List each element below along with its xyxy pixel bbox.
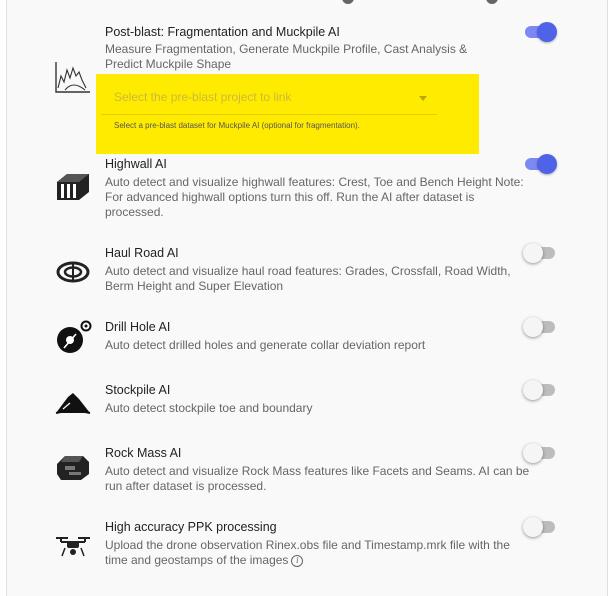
rock-mass-toggle[interactable] xyxy=(523,443,557,463)
highwall-icon xyxy=(53,168,93,208)
ppk-description xyxy=(105,538,525,568)
post-blast-toggle[interactable] xyxy=(523,22,557,42)
ppk-description-text: Upload the drone observation Rinex.obs file and Timestamp.mrk file with the time and geostamps of the images xyxy=(105,538,510,567)
highwall-toggle[interactable] xyxy=(523,154,557,174)
post-blast-title: Post-blast: Fragmentation and Muckpile AI xyxy=(105,25,340,39)
ppk-toggle[interactable] xyxy=(523,517,557,537)
pre-blast-select-placeholder: Select the pre-blast project to link xyxy=(114,90,292,104)
drone-icon xyxy=(53,524,93,564)
drill-hole-toggle[interactable] xyxy=(523,317,557,337)
rock-mass-description: Auto detect and visualize Rock Mass features like Facets and Seams. AI can be run after dataset is processed. xyxy=(105,464,530,493)
stockpile-toggle[interactable] xyxy=(523,380,557,400)
drill-hole-description: Auto detect drilled holes and generate collar deviation report xyxy=(105,338,426,352)
chevron-down-icon[interactable] xyxy=(419,96,427,101)
haul-road-description: Auto detect and visualize haul road features: Grades, Crossfall, Road Width, Berm Height and Super Elevation xyxy=(105,264,511,293)
pre-blast-select-hint: Select a pre-blast dataset for Muckpile AI (optional for fragmentation). xyxy=(114,121,360,130)
stockpile-title: Stockpile AI xyxy=(105,383,171,397)
highwall-description: Auto detect and visualize highwall features: Crest, Toe and Bench Height Note: For advanced highwall options turn this off. Run the AI after dataset is processed. xyxy=(105,175,524,219)
info-icon[interactable]: i xyxy=(291,555,303,567)
ppk-title: High accuracy PPK processing xyxy=(105,520,277,534)
post-blast-description: Measure Fragmentation, Generate Muckpile Profile, Cast Analysis & Predict Muckpile Shape xyxy=(105,42,468,71)
stockpile-icon xyxy=(53,381,93,421)
haul-road-icon xyxy=(53,252,93,292)
drill-hole-title: Drill Hole AI xyxy=(105,320,171,334)
rock-mass-icon xyxy=(53,446,93,486)
rock-mass-title: Rock Mass AI xyxy=(105,446,182,460)
haul-road-toggle[interactable] xyxy=(523,243,557,263)
pre-blast-project-select[interactable] xyxy=(101,82,437,115)
drill-hole-icon xyxy=(53,318,93,358)
highwall-title: Highwall AI xyxy=(105,157,167,171)
haul-road-title: Haul Road AI xyxy=(105,246,179,260)
fragmentation-chart-icon xyxy=(53,58,93,98)
stockpile-description: Auto detect stockpile toe and boundary xyxy=(105,401,313,415)
